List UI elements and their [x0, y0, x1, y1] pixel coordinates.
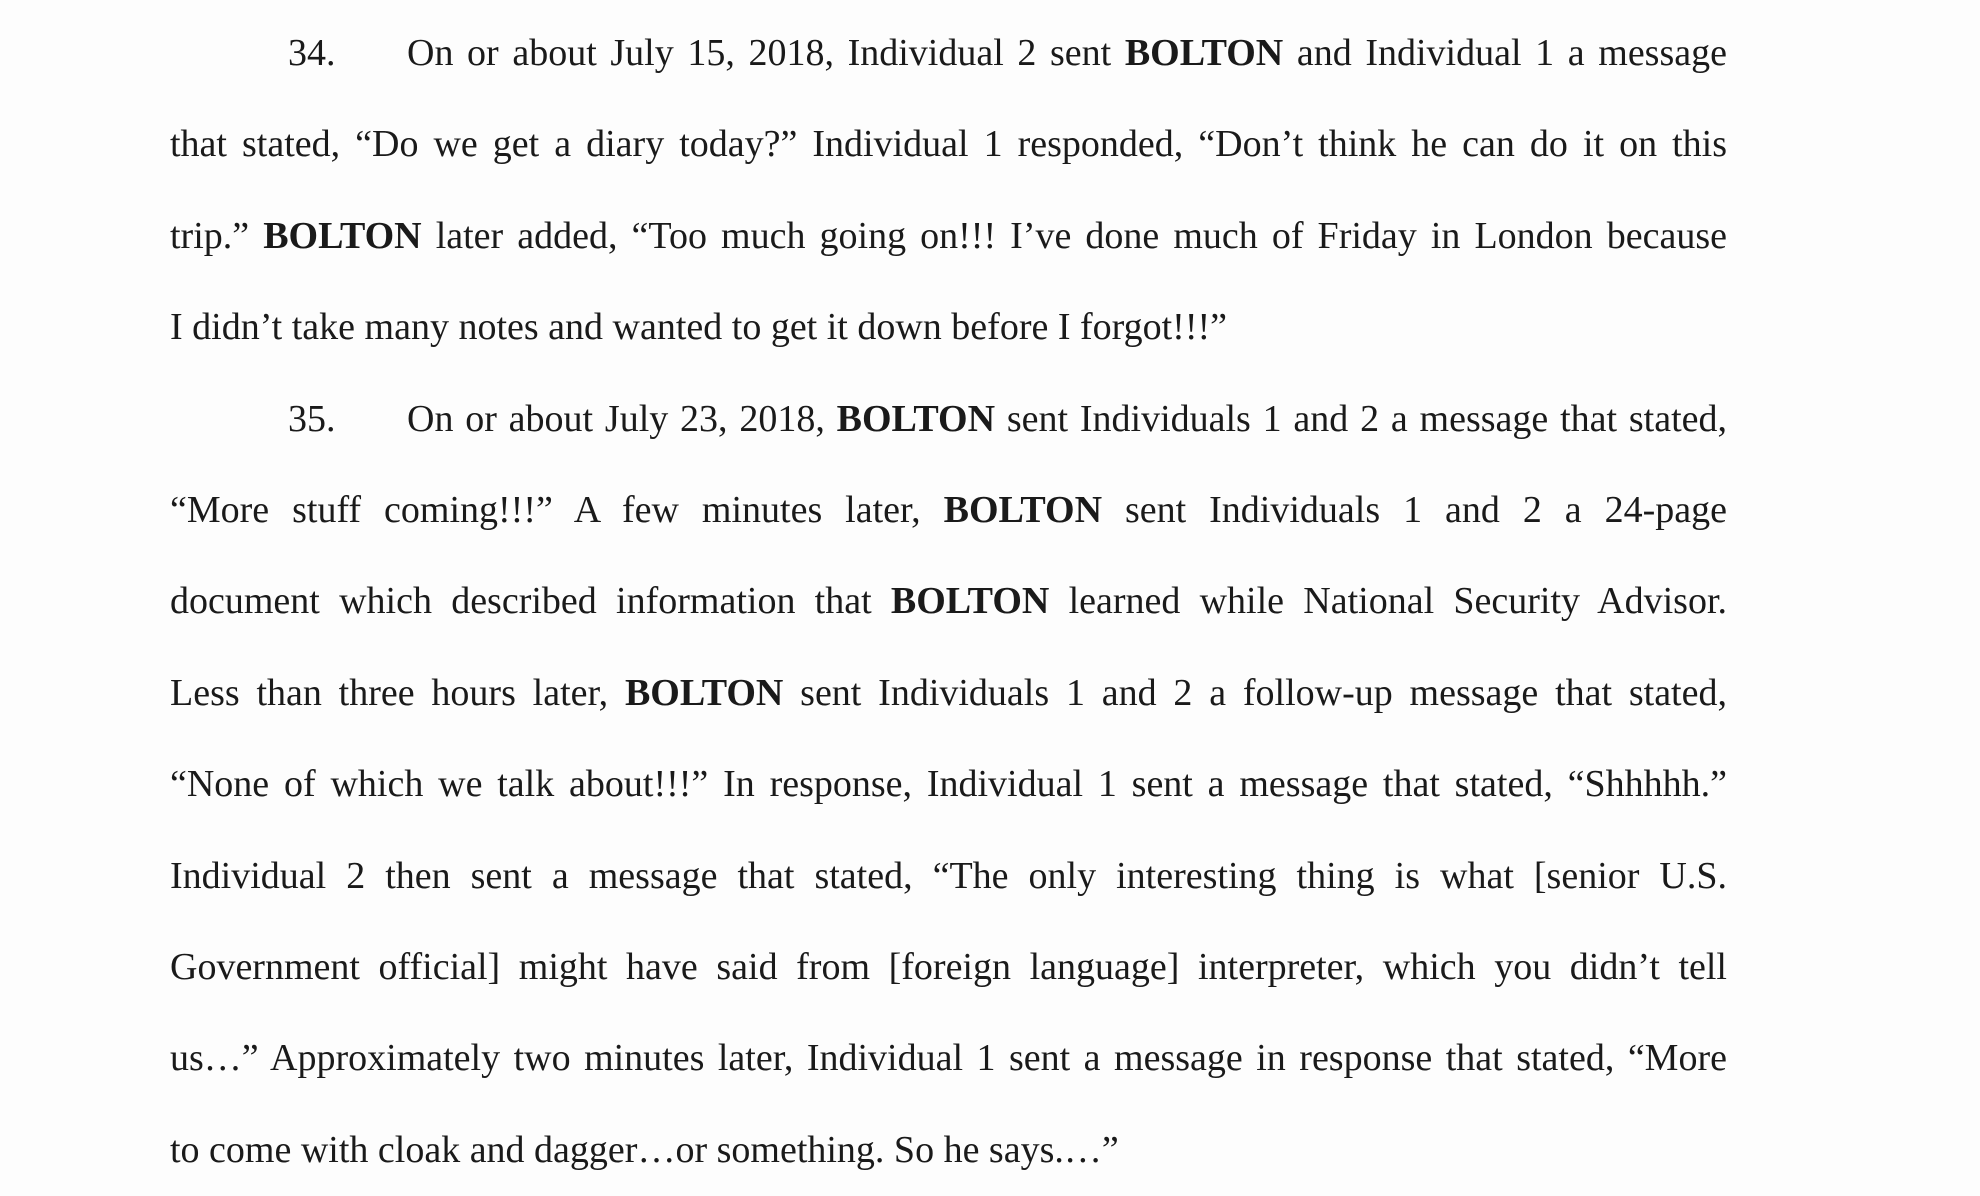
paragraph-number: 35.	[288, 397, 336, 440]
paragraph-34-line	[170, 191, 1727, 282]
bold-name: BOLTON	[836, 397, 996, 440]
text-segment: I didn’t take many notes and wanted to get it down before I forgot!!!”	[170, 306, 1228, 349]
bold-name: BOLTON	[890, 580, 1050, 623]
text-segment: Individual 2 then sent a message that stated, “The only interesting thing is what [senior U.S.	[170, 854, 1727, 897]
text-segment: us…” Approximately two minutes later, Individual 1 sent a message in response that stated, “More	[170, 1037, 1727, 1080]
text-segment: “More stuff coming!!!” A few minutes later,	[170, 488, 944, 531]
text-segment: On or about July 23, 2018,	[407, 397, 837, 440]
paragraph-35-line	[170, 374, 1727, 465]
text-segment: learned while National Security Advisor.	[1049, 580, 1727, 623]
paragraph-34-line	[170, 99, 1727, 190]
paragraph-34-line	[170, 282, 1727, 373]
paragraph-35-line	[170, 1013, 1727, 1104]
paragraph-35-line	[170, 556, 1727, 647]
paragraph-35-line	[170, 922, 1727, 1013]
paragraph-35-line	[170, 465, 1727, 556]
paragraph-35-line	[170, 739, 1727, 830]
text-segment: that stated, “Do we get a diary today?” Individual 1 responded, “Don’t think he can do it on this	[170, 123, 1727, 166]
bold-name: BOLTON	[943, 488, 1103, 531]
text-segment: sent Individuals 1 and 2 a 24-page	[1102, 488, 1728, 531]
paragraph-35-line	[170, 831, 1727, 922]
text-segment: Less than three hours later,	[170, 671, 625, 714]
paragraph-number: 34.	[288, 32, 336, 74]
bold-name: BOLTON	[1124, 32, 1284, 74]
paragraph-34-line	[170, 8, 1727, 99]
document-page	[170, 8, 1727, 1196]
text-segment: later added, “Too much going on!!! I’ve done much of Friday in London because	[421, 214, 1727, 257]
text-segment: Government official] might have said from [foreign language] interpreter, which you didn’t tell	[170, 945, 1727, 988]
text-segment: sent Individuals 1 and 2 a message that stated,	[995, 397, 1727, 440]
text-segment: and Individual 1 a message	[1283, 32, 1727, 74]
bold-name: BOLTON	[263, 214, 422, 257]
text-segment: On or about July 15, 2018, Individual 2 sent	[407, 32, 1125, 74]
text-segment: to come with cloak and dagger…or something. So he says.…”	[170, 1128, 1119, 1171]
text-segment: document which described information that	[170, 580, 891, 623]
paragraph-35-line	[170, 1105, 1727, 1196]
bold-name: BOLTON	[624, 671, 784, 714]
paragraph-35-line	[170, 648, 1727, 739]
text-segment: trip.”	[170, 214, 264, 257]
text-segment: sent Individuals 1 and 2 a follow-up message that stated,	[783, 671, 1727, 714]
text-segment: “None of which we talk about!!!” In response, Individual 1 sent a message that stated, “Shhhhh.”	[170, 763, 1727, 806]
